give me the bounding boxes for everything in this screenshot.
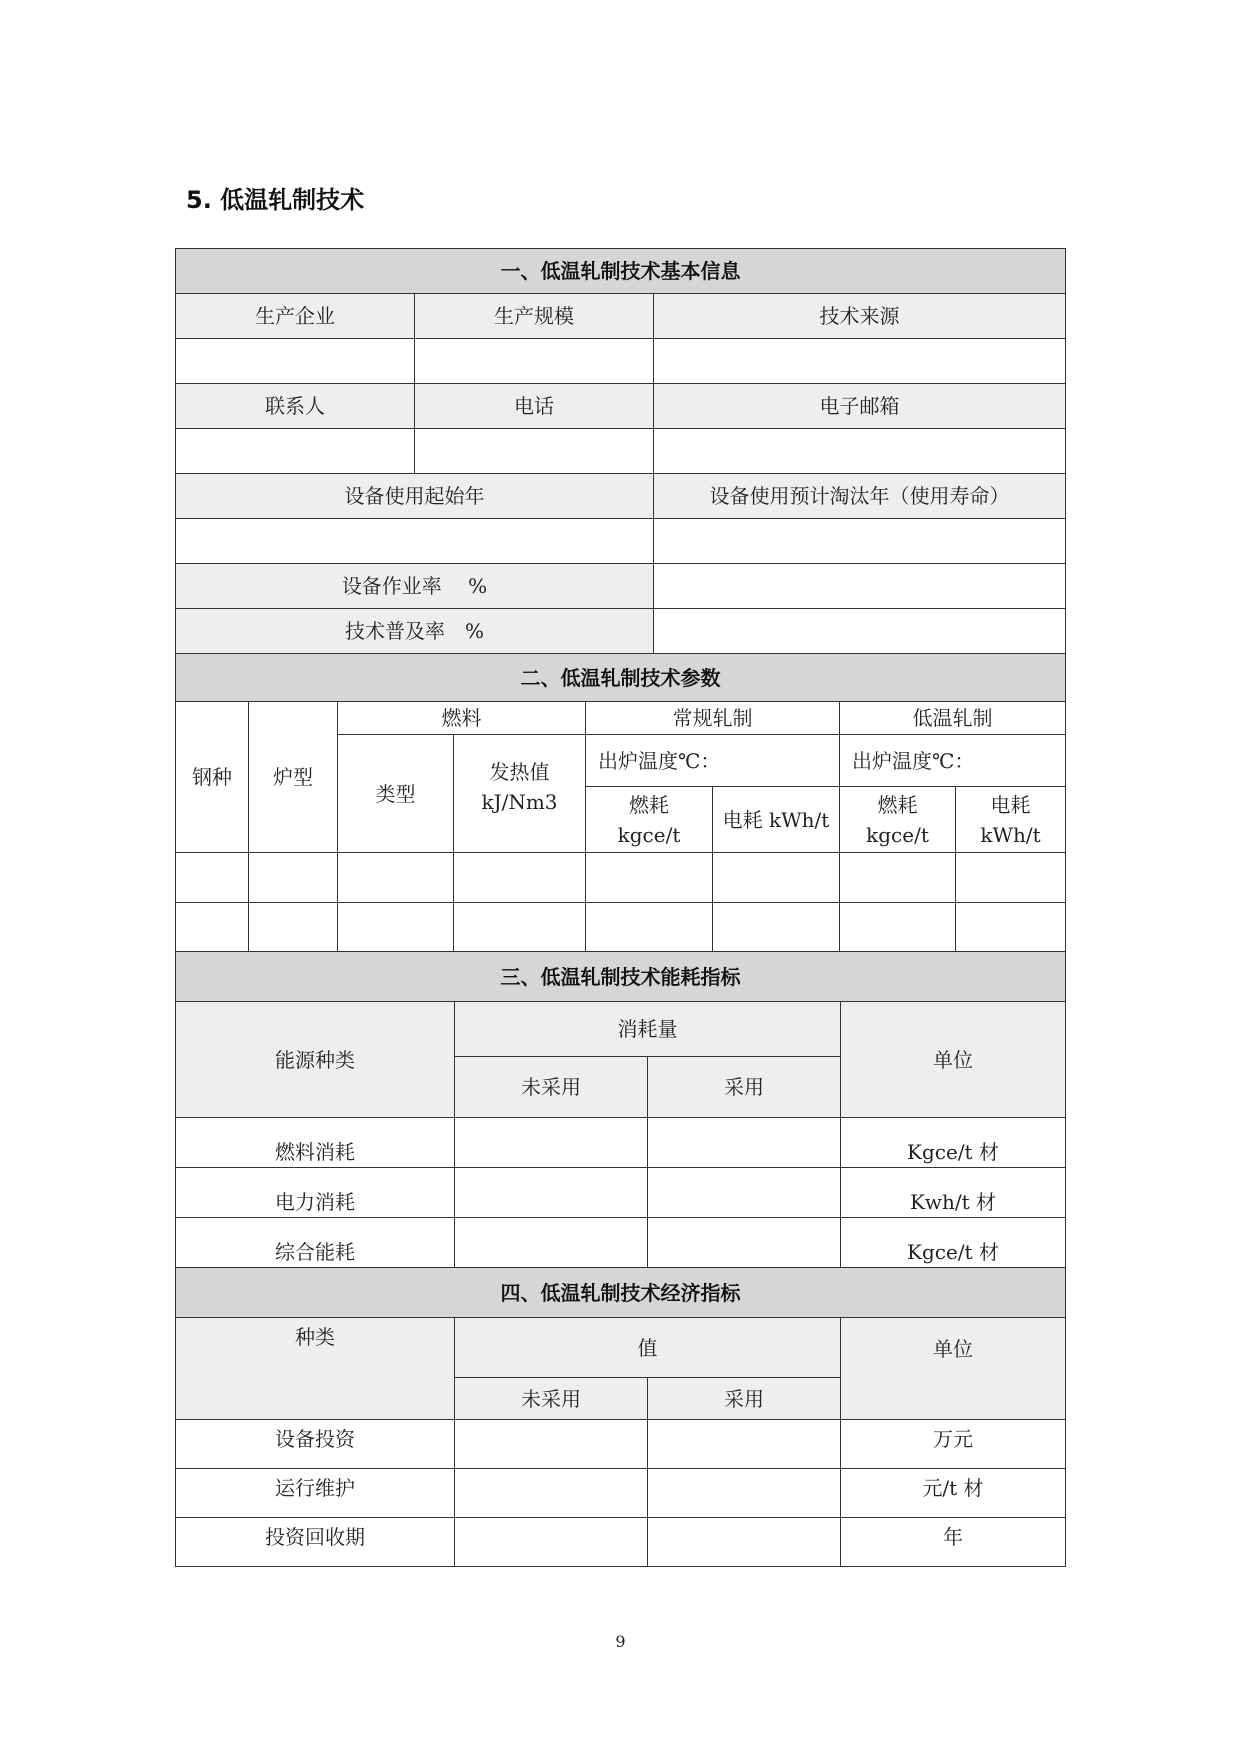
input-cell[interactable] (249, 853, 338, 903)
input-cell[interactable] (713, 903, 840, 953)
input-cell[interactable] (176, 339, 415, 384)
input-cell[interactable] (455, 1168, 648, 1218)
low-elec-cons-header: 电耗 kWh/t (956, 787, 1066, 853)
input-cell[interactable] (956, 853, 1066, 903)
row-label: 燃料消耗 (176, 1118, 455, 1168)
not-used-header: 未采用 (455, 1378, 648, 1420)
input-cell[interactable] (249, 903, 338, 953)
row-label: 运行维护 (176, 1469, 455, 1518)
section-title: 一、低温轧制技术基本信息 (176, 249, 1066, 294)
unit-header: 单位 (841, 1318, 1066, 1420)
used-header: 采用 (648, 1378, 841, 1420)
input-cell[interactable] (956, 903, 1066, 953)
col-header: 生产企业 (176, 294, 415, 339)
input-cell[interactable] (654, 519, 1066, 564)
col-header: 电话 (415, 384, 654, 429)
input-cell[interactable] (338, 903, 454, 953)
input-cell[interactable] (415, 339, 654, 384)
parameters-table (175, 653, 1066, 953)
input-cell[interactable] (648, 1118, 841, 1168)
unit-value: Kwh/t 材 (841, 1168, 1066, 1218)
kind-header: 种类 (176, 1318, 455, 1420)
low-out-temp-label: 出炉温度℃： (840, 735, 1066, 787)
fuel-header: 燃料 (338, 702, 586, 735)
section-title: 四、低温轧制技术经济指标 (176, 1268, 1066, 1318)
input-cell[interactable] (454, 853, 586, 903)
parameters-section (175, 653, 1065, 953)
economic-table (175, 1267, 1066, 1567)
input-cell[interactable] (648, 1168, 841, 1218)
regular-rolling-header: 常规轧制 (586, 702, 840, 735)
input-cell[interactable] (176, 519, 654, 564)
input-cell[interactable] (455, 1118, 648, 1168)
unit-value: Kgce/t 材 (841, 1218, 1066, 1268)
energy-type-header: 能源种类 (176, 1002, 455, 1118)
input-cell[interactable] (455, 1469, 648, 1518)
regular-out-temp-label: 出炉温度℃： (586, 735, 840, 787)
consumption-header: 消耗量 (455, 1002, 841, 1057)
not-used-header: 未采用 (455, 1057, 648, 1118)
used-header: 采用 (648, 1057, 841, 1118)
economic-section (175, 1267, 1065, 1567)
regular-fuel-cons-header: 燃耗 kgce/t (586, 787, 713, 853)
input-cell[interactable] (648, 1420, 841, 1469)
fuel-type-header: 类型 (338, 735, 454, 853)
row-label: 电力消耗 (176, 1168, 455, 1218)
input-cell[interactable] (648, 1469, 841, 1518)
unit-value: 年 (841, 1518, 1066, 1567)
input-cell[interactable] (455, 1218, 648, 1268)
page-number: 9 (615, 1632, 626, 1651)
input-cell[interactable] (648, 1518, 841, 1567)
equipment-utilization-label: 设备作业率 % (176, 564, 654, 609)
input-cell[interactable] (455, 1518, 648, 1567)
input-cell[interactable] (455, 1420, 648, 1469)
row-label: 设备投资 (176, 1420, 455, 1469)
input-cell[interactable] (648, 1218, 841, 1268)
unit-value: 万元 (841, 1420, 1066, 1469)
row-label: 综合能耗 (176, 1218, 455, 1268)
steel-grade-header: 钢种 (176, 702, 249, 853)
col-header: 联系人 (176, 384, 415, 429)
section-title: 二、低温轧制技术参数 (176, 654, 1066, 702)
unit-value: 元/t 材 (841, 1469, 1066, 1518)
unit-value: Kgce/t 材 (841, 1118, 1066, 1168)
basic-info-table (175, 248, 1066, 654)
regular-elec-cons-header: 电耗 kWh/t (713, 787, 840, 853)
input-cell[interactable] (654, 564, 1066, 609)
value-header: 值 (455, 1318, 841, 1378)
col-header: 设备使用预计淘汰年（使用寿命） (654, 474, 1066, 519)
input-cell[interactable] (176, 853, 249, 903)
unit-header: 单位 (841, 1002, 1066, 1118)
input-cell[interactable] (338, 853, 454, 903)
col-header: 技术来源 (654, 294, 1066, 339)
col-header: 生产规模 (415, 294, 654, 339)
input-cell[interactable] (454, 903, 586, 953)
input-cell[interactable] (713, 853, 840, 903)
tech-adoption-label: 技术普及率 % (176, 609, 654, 654)
furnace-type-header: 炉型 (249, 702, 338, 853)
low-temp-rolling-header: 低温轧制 (840, 702, 1066, 735)
energy-section (175, 951, 1065, 1268)
col-header: 电子邮箱 (654, 384, 1066, 429)
input-cell[interactable] (654, 609, 1066, 654)
section-title: 三、低温轧制技术能耗指标 (176, 952, 1066, 1002)
basic-info-section (175, 248, 1065, 654)
row-label: 投资回收期 (176, 1518, 455, 1567)
heat-value-header: 发热值 kJ/Nm3 (454, 735, 586, 853)
input-cell[interactable] (586, 853, 713, 903)
input-cell[interactable] (654, 429, 1066, 474)
col-header: 设备使用起始年 (176, 474, 654, 519)
energy-table (175, 951, 1066, 1268)
page-heading: 5. 低温轧制技术 (186, 186, 365, 214)
input-cell[interactable] (176, 429, 415, 474)
low-fuel-cons-header: 燃耗 kgce/t (840, 787, 956, 853)
input-cell[interactable] (586, 903, 713, 953)
input-cell[interactable] (654, 339, 1066, 384)
input-cell[interactable] (840, 853, 956, 903)
input-cell[interactable] (176, 903, 249, 953)
input-cell[interactable] (415, 429, 654, 474)
input-cell[interactable] (840, 903, 956, 953)
